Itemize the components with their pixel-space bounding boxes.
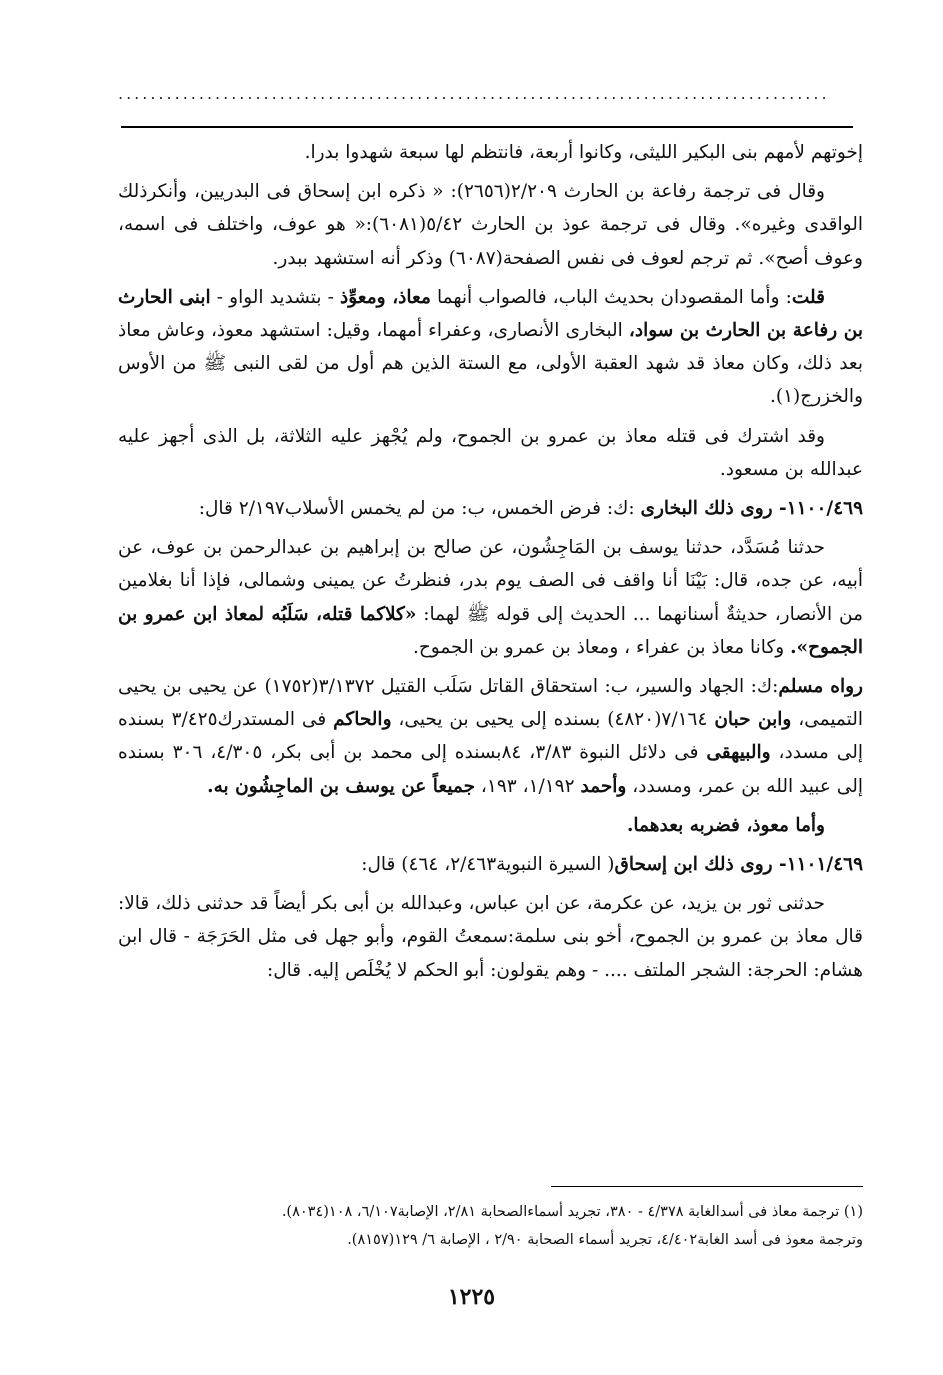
header-dotted-line: ........................................................................................: [118, 84, 830, 103]
header-rule: [121, 126, 853, 128]
source-ref: ( السيرة النبوية٢/٤٦٣، ٤٦٤) قال:: [361, 854, 615, 876]
hadith-quote: «كلاكما قتله، سَلَبُه لمعاذ ابن عمرو بن الجموح».: [118, 603, 863, 658]
text-span: ٧/١٦٤(٤٨٢٠) بسنده إلى يحيى بن يحيى،: [391, 709, 715, 731]
source-summary: جميعاً عن يوسف بن الماجِشُون به.: [207, 775, 476, 797]
bold-line: وأما معوذ، فضربه بعدهما.: [626, 814, 825, 836]
main-text: [118, 136, 863, 993]
text-span: - بتشديد الواو -: [210, 286, 340, 308]
bold-names: معاذ، ومعوِّذ: [339, 286, 431, 308]
qult-paragraph: [118, 281, 863, 414]
hadith-text: [118, 531, 863, 664]
source-name: والبيهقى: [706, 742, 771, 764]
text-span: البخارى الأنصارى، وعفراء أمهما، وقيل: استشهد معوذ، وعاش معاذ بعد ذلك، وكان معاذ قد شهد العقبة الأولى، مع الستة الذين هم أول من لقى النبى ﷺ من الأوس والخزرج(١).: [118, 320, 863, 408]
hadith-number: ١١٠١/٤٦٩- روى ذلك ابن إسحاق: [614, 854, 863, 876]
text-span: : وأما المقصودان بحديث الباب، فالصواب أنهما: [430, 286, 792, 308]
source-name: والحاكم: [333, 709, 392, 731]
hadith-number: ١١٠٠/٤٦٩- روى ذلك البخارى: [640, 498, 863, 520]
hadith-heading: [118, 848, 863, 881]
footnote-rule: [551, 1186, 863, 1187]
text-span: فى دلائل النبوة ٣/٨٣، ٨٤بسنده إلى محمد بن أبى بكر، ٤/٣٠٥، ٣٠٦ بسنده إلى عبيد الله بن عمر، ومسدد،: [118, 742, 863, 797]
source-ref: :ك: فرض الخمس، ب: من لم يخمس الأسلاب٢/١٩٧ قال:: [198, 498, 641, 520]
footnotes: [118, 1198, 863, 1254]
hadith-heading: [118, 492, 863, 525]
paragraph: إخوتهم لأمهم بنى البكير الليثى، وكانوا أربعة، فانتظم لها سبعة شهدوا بدرا.: [304, 142, 863, 163]
bold-lineage: ابنى الحارث بن رفاعة بن الحارث بن سواد،: [118, 286, 863, 342]
paragraph: وقال فى ترجمة رفاعة بن الحارث ٢/٢٠٩(٢٦٥٦): « ذكره ابن إسحاق فى البدريين، وأنكرذلك الواقدى وغيره». وقال فى ترجمة عوذ بن الحارث ٥/٤٢(٦٠٨١):« هو عوف، واختلف فى اسمه، وعوف أصح». ثم ترجم لعوف فى نفس الصفحة(٦٠٨٧) وذكر أنه استشهد ببدر.: [118, 181, 864, 269]
hadith-text: حدثنى ثور بن يزيد، عن عكرمة، عن ابن عباس، وعبدالله بن أبى بكر أيضاً قد حدثنى ذلك، قالا: قال معاذ بن عمرو بن الجموح، أخو بنى سلمة:سمعتُ القوم، وأبو جهل فى مثل الحَرَجَة - قال ابن هشام: الحرجة: الشجر الملتف .... - وهم يقولون: أبو الحكم لا يُخْلَص إليه. قال:: [118, 893, 863, 981]
bold-statement: [118, 809, 863, 842]
qult-label: قلت: [791, 286, 825, 308]
footnote: وترجمة معوذ فى أسد الغابة٤/٤٠٢، تجريد أسماء الصحابة ٢/٩٠ ، الإصابة ٦/ ١٢٩(٨١٥٧).: [347, 1232, 863, 1248]
paragraph: وقد اشترك فى قتله معاذ بن عمرو بن الجموح، ولم يُجْهز عليه الثلاثة، بل الذى أجهز عليه عبدالله بن مسعود.: [118, 425, 863, 480]
text-span: ١/١٩٢، ١٩٣،: [475, 775, 581, 797]
text-span: حدثنا مُسَدَّد، حدثنا يوسف بن المَاجِشُون، عن صالح بن إبراهيم بن عبدالرحمن بن عوف، عن أبيه، عن جده، قال: بَيْنَا أنا واقف فى الصف يوم بدر، فنظرتُ عن يمينى وشمالى، فإذا أنا بغلامين من الأنصار، حديثةٌ أسنانهما ... الحديث إلى قوله ﷺ لهما:: [118, 537, 863, 625]
source-name: وابن حبان: [714, 709, 792, 731]
text-span: وكانا معاذ بن عفراء ، ومعاذ بن عمرو بن الجموح.: [412, 636, 791, 658]
footnote: (١) ترجمة معاذ فى أسدالغابة ٤/٣٧٨ - ٣٨٠، تجريد أسماءالصحابة ٢/٨١، الإصابة٦/١٠٧، ١٠٨(٨٠٣٤).: [281, 1204, 863, 1220]
source-name: رواه مسلم: [778, 676, 863, 698]
text-span: فى المستدرك٣/٤٢٥ بسنده إلى مسدد،: [118, 709, 863, 764]
text-span: :ك: الجهاد والسير، ب: استحقاق القاتل سَلَب القتيل ٣/١٣٧٢(١٧٥٢) عن يحيى بن يحيى التميمى،: [118, 676, 863, 731]
takhrij-paragraph: [118, 670, 863, 803]
page-number: ١٢٢٥: [447, 1284, 496, 1310]
source-name: وأحمد: [580, 775, 627, 797]
